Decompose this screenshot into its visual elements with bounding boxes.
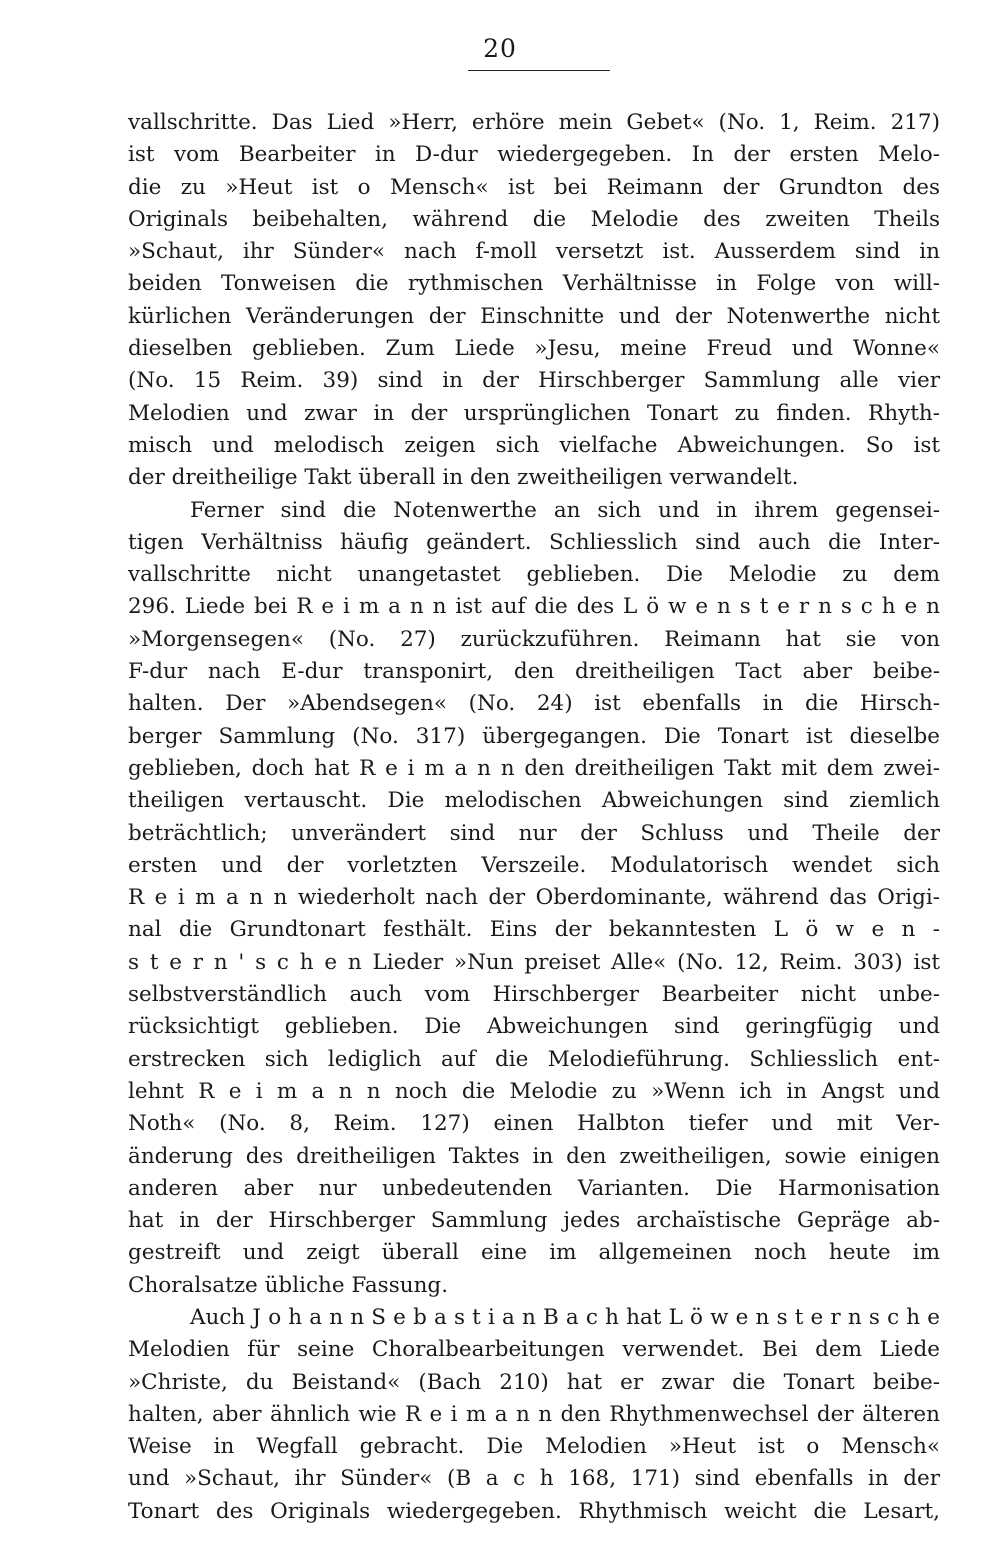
text-line: tigen Verhältniss häufig geändert. Schliesslich sind auch die Inter-	[128, 529, 940, 555]
text-line: Auch J o h a n n S e b a s t i a n B a c h hat L ö w e n s t e r n s c h e	[190, 1304, 940, 1330]
text-line: kürlichen Veränderungen der Einschnitte und der Notenwerthe nicht	[128, 303, 940, 329]
text-line: beträchtlich; unverändert sind nur der Schluss und Theile der	[128, 820, 940, 846]
text-line: »Christe, du Beistand« (Bach 210) hat er zwar die Tonart beibe-	[128, 1369, 940, 1395]
text-line: Melodien für seine Choralbearbeitungen verwendet. Bei dem Liede	[128, 1337, 940, 1363]
text-line: lehnt R e i m a n n noch die Melodie zu »Wenn ich in Angst und	[128, 1078, 940, 1104]
text-line: »Morgensegen« (No. 27) zurückzuführen. Reimann hat sie von	[128, 626, 940, 652]
text-line: ersten und der vorletzten Verszeile. Modulatorisch wendet sich	[128, 852, 940, 878]
text-line: »Schaut, ihr Sünder« nach f-moll versetzt ist. Ausserdem sind in	[128, 239, 940, 265]
page-number: 20	[483, 34, 517, 63]
text-line: dieselben geblieben. Zum Liede »Jesu, meine Freud und Wonne«	[128, 336, 940, 362]
text-line: änderung des dreitheiligen Taktes in den zweitheiligen, sowie einigen	[128, 1143, 940, 1169]
body-text	[128, 107, 940, 1528]
text-line: erstrecken sich lediglich auf die Melodieführung. Schliesslich ent-	[128, 1046, 940, 1072]
text-line: Choralsatze übliche Fassung.	[128, 1272, 449, 1298]
text-line: rücksichtigt geblieben. Die Abweichungen sind geringfügig und	[128, 1014, 940, 1040]
text-line: die zu »Heut ist o Mensch« ist bei Reimann der Grundton des	[128, 174, 940, 200]
text-line: ist vom Bearbeiter in D-dur wiedergegeben. In der ersten Melo-	[128, 142, 940, 168]
text-line: theiligen vertauscht. Die melodischen Abweichungen sind ziemlich	[128, 788, 940, 814]
text-line: Ferner sind die Notenwerthe an sich und in ihrem gegensei-	[190, 497, 940, 523]
text-line: nal die Grundtonart festhält. Eins der bekanntesten L ö w e n -	[128, 917, 940, 943]
text-line: anderen aber nur unbedeutenden Varianten. Die Harmonisation	[128, 1175, 940, 1201]
text-line: geblieben, doch hat R e i m a n n den dreitheiligen Takt mit dem zwei-	[128, 755, 940, 781]
text-line: Melodien und zwar in der ursprünglichen Tonart zu finden. Rhyth-	[128, 400, 940, 426]
text-line: berger Sammlung (No. 317) übergegangen. Die Tonart ist dieselbe	[128, 723, 940, 749]
text-line: misch und melodisch zeigen sich vielfache Abweichungen. So ist	[128, 432, 940, 458]
text-line: halten, aber ähnlich wie R e i m a n n den Rhythmenwechsel der älteren	[128, 1401, 940, 1427]
text-line: gestreift und zeigt überall eine im allgemeinen noch heute im	[128, 1240, 940, 1266]
text-line: Originals beibehalten, während die Melodie des zweiten Theils	[128, 206, 940, 232]
text-line: 296. Liede bei R e i m a n n ist auf die des L ö w e n s t e r n s c h e n	[128, 594, 940, 620]
text-line: F-dur nach E-dur transponirt, den dreitheiligen Tact aber beibe-	[128, 659, 940, 685]
text-line: s t e r n ' s c h e n Lieder »Nun preiset Alle« (No. 12, Reim. 303) ist	[128, 949, 940, 975]
text-line: Weise in Wegfall gebracht. Die Melodien »Heut ist o Mensch«	[128, 1434, 940, 1460]
text-line: vallschritte nicht unangetastet geblieben. Die Melodie zu dem	[128, 562, 940, 588]
text-line: (No. 15 Reim. 39) sind in der Hirschberger Sammlung alle vier	[128, 368, 940, 394]
text-line: beiden Tonweisen die rythmischen Verhältnisse in Folge von will-	[128, 271, 940, 297]
text-line: R e i m a n n wiederholt nach der Oberdominante, während das Origi-	[128, 885, 940, 911]
text-line: der dreitheilige Takt überall in den zweitheiligen verwandelt.	[128, 465, 799, 491]
header-rule	[468, 70, 610, 71]
text-line: vallschritte. Das Lied »Herr, erhöre mein Gebet« (No. 1, Reim. 217)	[128, 110, 940, 135]
text-line: halten. Der »Abendsegen« (No. 24) ist ebenfalls in die Hirsch-	[128, 691, 940, 717]
text-line: Tonart des Originals wiedergegeben. Rhythmisch weicht die Lesart,	[128, 1498, 940, 1524]
text-line: und »Schaut, ihr Sünder« (B a c h 168, 171) sind ebenfalls in der	[128, 1466, 940, 1492]
text-line: selbstverständlich auch vom Hirschberger Bearbeiter nicht unbe-	[128, 982, 940, 1008]
text-line: hat in der Hirschberger Sammlung jedes archaïstische Gepräge ab-	[128, 1208, 940, 1234]
text-line: Noth« (No. 8, Reim. 127) einen Halbton tiefer und mit Ver-	[128, 1111, 940, 1137]
